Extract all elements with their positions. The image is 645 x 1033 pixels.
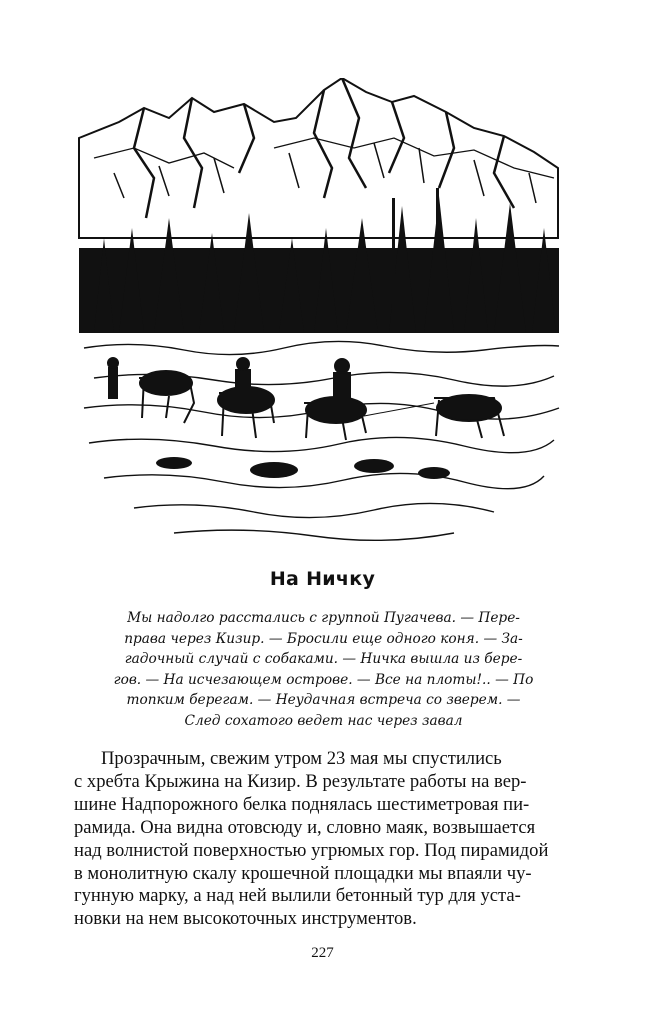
body-line: над волнистой поверхностью угрюмых гор. Под пирамидой (74, 839, 549, 861)
body-line: рамида. Она видна отовсюду и, словно маяк, возвышается (74, 816, 536, 838)
mountains (79, 78, 558, 238)
body-line: шине Надпорожного белка поднялась шестиметровая пи- (74, 793, 530, 815)
caravan (108, 358, 504, 440)
chapter-synopsis (96, 608, 551, 731)
body-paragraph (74, 748, 574, 931)
body-line: новки на нем высокоточных инструментов. (74, 908, 417, 930)
synopsis-line: Мы надолго расстались с группой Пугачева. — Пере- (127, 610, 520, 626)
page-number: 227 (311, 945, 334, 961)
rocks (156, 457, 450, 479)
body-line: гунную марку, а над ней вылили бетонный тур для уста- (74, 885, 521, 907)
body-line: с хребта Крыжина на Кизир. В результате работы на вер- (74, 770, 527, 792)
illustration (74, 78, 564, 548)
body-line: в монолитную скалу крошечной площадки мы впаяли чу- (74, 862, 532, 884)
synopsis-line: права через Кизир. — Бросили еще одного коня. — За- (124, 630, 523, 647)
synopsis-line: След сохатого ведет нас через завал (184, 712, 463, 729)
synopsis-line: гадочный случай с собаками. — Ничка вышла из бере- (124, 651, 523, 667)
synopsis-line: гов. — На исчезающем острове. — Все на плоты!.. — По (113, 671, 534, 688)
synopsis-line: топким берегам. — Неудачная встреча со зверем. — (126, 692, 521, 708)
chapter-title: На Ничку (269, 568, 376, 590)
body-line: Прозрачным, свежим утром 23 мая мы спустились (101, 748, 502, 769)
